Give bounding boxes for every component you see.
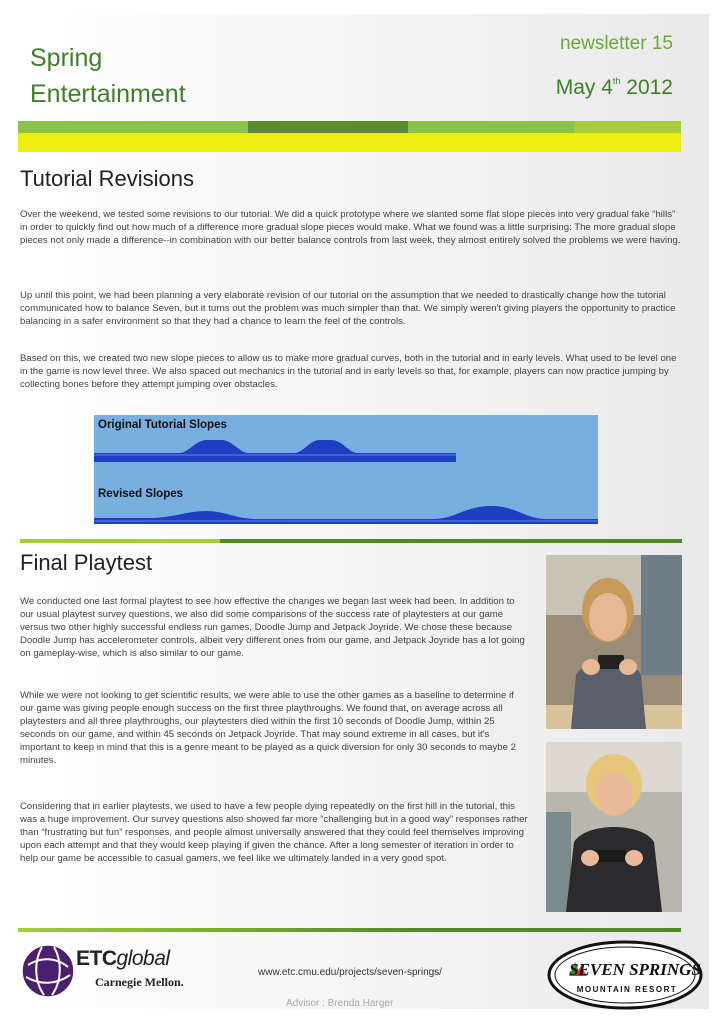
playtester-photo-2 [546,742,682,912]
playtest-paragraph-1: We conducted one last formal playtest to see how effective the changes we began last week had been. In addition to our usual playtest survey questions, we also did some comparisons of the success rate of playtesters at our game versus two other highly successful endless run games, Doodle Jump and Jetpack Joyride. We chose these because Doodle Jump has accelerometer controls, albeit very different ones from our game, and Jetpack Joyride has a lot going on gameplay-wise, which is also similar to our game. [20,596,525,659]
section-divider-light [20,539,220,543]
section-divider-dark [220,539,682,543]
issue-date-day: May 4 [555,76,613,99]
header-stripe-4 [574,121,681,133]
slopes-label-revised: Revised Slopes [98,488,184,500]
playtester-photo-1-image [546,555,682,729]
slopes-label-original: Original Tutorial Slopes [98,419,227,431]
header-stripe-3 [408,121,574,133]
playtester-photo-1 [546,555,682,729]
playtester-photo-2-image [546,742,682,912]
section-title-tutorial: Tutorial Revisions [20,166,195,191]
brand-title [30,40,186,112]
brand-line-2: Entertainment [30,80,186,108]
section-title-playtest: Final Playtest [20,550,153,575]
header-stripe-1 [18,121,248,133]
etc-wordmark-italic: global [116,947,170,970]
resort-subtitle: MOUNTAIN RESORT [576,985,678,994]
etc-wordmark-bold: ETC [76,947,117,970]
header-stripe-2 [248,121,408,133]
seven-springs-logo [547,940,703,1010]
issue-date-ordinal: th [612,76,621,86]
footer-divider [18,928,681,932]
issue-date-year: 2012 [620,76,673,99]
tutorial-paragraph-1: Over the weekend, we tested some revisions to our tutorial. We did a quick prototype where we slanted some flat slope pieces into very gradual fake “hills” in order to quickly find out how much of a difference more gradual slope pieces would make. What we found was a little surprising: The more gradual slope pieces not only made a difference--in combination with our better balance controls from last week, they almost entirely solved the problems we were having. [20,209,681,246]
project-url: www.etc.cmu.edu/projects/seven-springs/ [258,967,442,978]
advisor-credit: Advisor : Brenda Harger [286,998,394,1009]
tutorial-paragraph-3: Based on this, we created two new slope pieces to allow us to make more gradual curves, both in the tutorial and in early levels. What used to be level one in the game is now level three. We also spaced out mechanics in the tutorial and in early levels so that, for example, players can now practice jumping by collecting bones before they attempt jumping over obstacles. [20,353,677,390]
brand-line-1: Spring [30,44,103,72]
etc-global-wordmark [76,947,170,971]
playtest-paragraph-3: Considering that in earlier playtests, we used to have a few people dying repeatedly on the first hill in the tutorial, this was a huge improvement. Our survey questions also showed far more “challenging but in a good way” responses rather than “frustrating but fun” responses, and people almost universally answered that they could feel themselves improving upon each attempt and that they would keep playing if given the chance. After a long semester of iteration in order to help our game be accessible to casual gamers, we feel like we ultimately landed in a very good spot. [20,801,528,864]
playtest-paragraph-2: While we were not looking to get scientific results, we were able to use the other games as a baseline to determine if our game was giving people enough success on the first three playthroughs. We found that, on average across all playtesters and all three playthroughs, our playtesters died within the first 10 seconds of Doodle Jump, within 25 seconds on our game, and within 45 seconds on Jetpack Joyride. That may sound extreme in all cases, but it's important to keep in mind that this is a genre meant to be played as a quick diversion for only 30 seconds to maybe 2 minutes. [20,690,516,766]
resort-name: SEVEN SPRINGS [569,960,701,979]
issue-date [556,76,673,100]
newsletter-number: newsletter 15 [559,33,673,54]
slopes-figure [94,415,598,524]
slopes-illustration [94,415,598,524]
tutorial-paragraph-2: Up until this point, we had been planning a very elaborate revision of our tutorial on the assumption that we needed to drastically change how the tutorial communicated how to balance Seven, but it turns out the problem was much simpler than that. We simply weren't giving players the opportunity to practice balancing in a safer environment so that they had a chance to learn the feel of the controls. [20,290,676,327]
carnegie-mellon-wordmark: Carnegie Mellon. [95,975,184,989]
original-slope-track [94,440,456,462]
header-yellow-band [18,133,681,152]
